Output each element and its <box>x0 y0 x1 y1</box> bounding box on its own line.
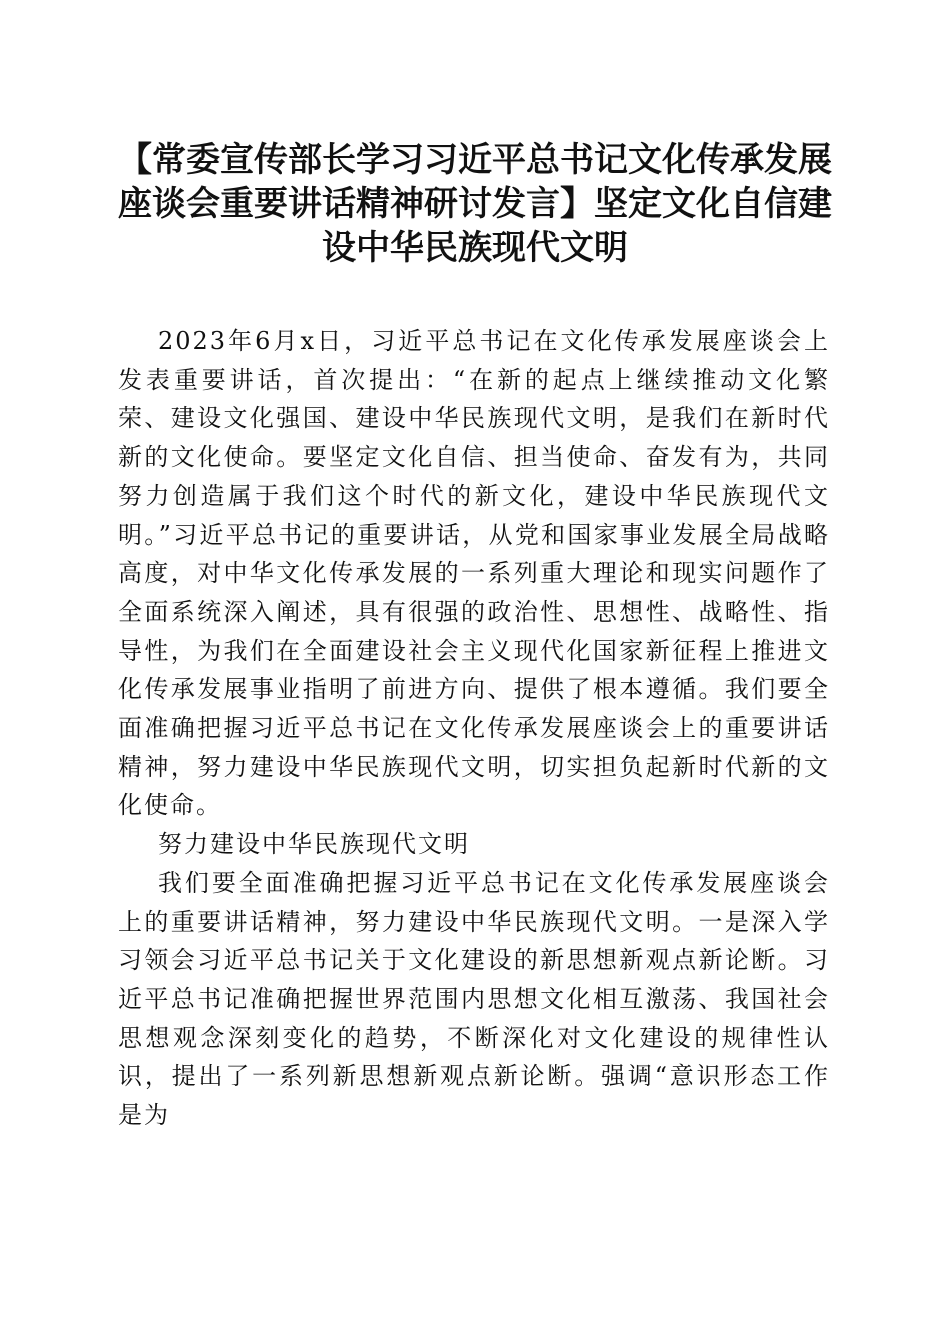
document-body <box>118 322 830 1135</box>
body-paragraph: 我们要全面准确把握习近平总书记在文化传承发展座谈会上的重要讲话精神，努力建设中华民族现代文明。一是深入学习领会习近平总书记关于文化建设的新思想新观点新论断。习近平总书记准确把握世界范围内思想文化相互激荡、我国社会思想观念深刻变化的趋势，不断深化对文化建设的规律性认识，提出了一系列新思想新观点新论断。强调“意识形态工作是为 <box>118 868 830 1130</box>
document-title: 【常委宣传部长学习习近平总书记文化传承发展座谈会重要讲话精神研讨发言】坚定文化自信建设中华民族现代文明 <box>118 140 832 268</box>
section-heading: 努力建设中华民族现代文明 <box>158 830 470 859</box>
intro-paragraph: 2023年6月x日，习近平总书记在文化传承发展座谈会上发表重要讲话，首次提出：“在新的起点上继续推动文化繁荣、建设文化强国、建设中华民族现代文明，是我们在新时代新的文化使命。要坚定文化自信、担当使命、奋发有为，共同努力创造属于我们这个时代的新文化，建设中华民族现代文明。”习近平总书记的重要讲话，从党和国家事业发展全局战略高度，对中华文化传承发展的一系列重大理论和现实问题作了全面系统深入阐述，具有很强的政治性、思想性、战略性、指导性，为我们在全面建设社会主义现代化国家新征程上推进文化传承发展事业指明了前进方向、提供了根本遵循。我们要全面准确把握习近平总书记在文化传承发展座谈会上的重要讲话精神，努力建设中华民族现代文明，切实担负起新时代新的文化使命。 <box>118 327 830 820</box>
